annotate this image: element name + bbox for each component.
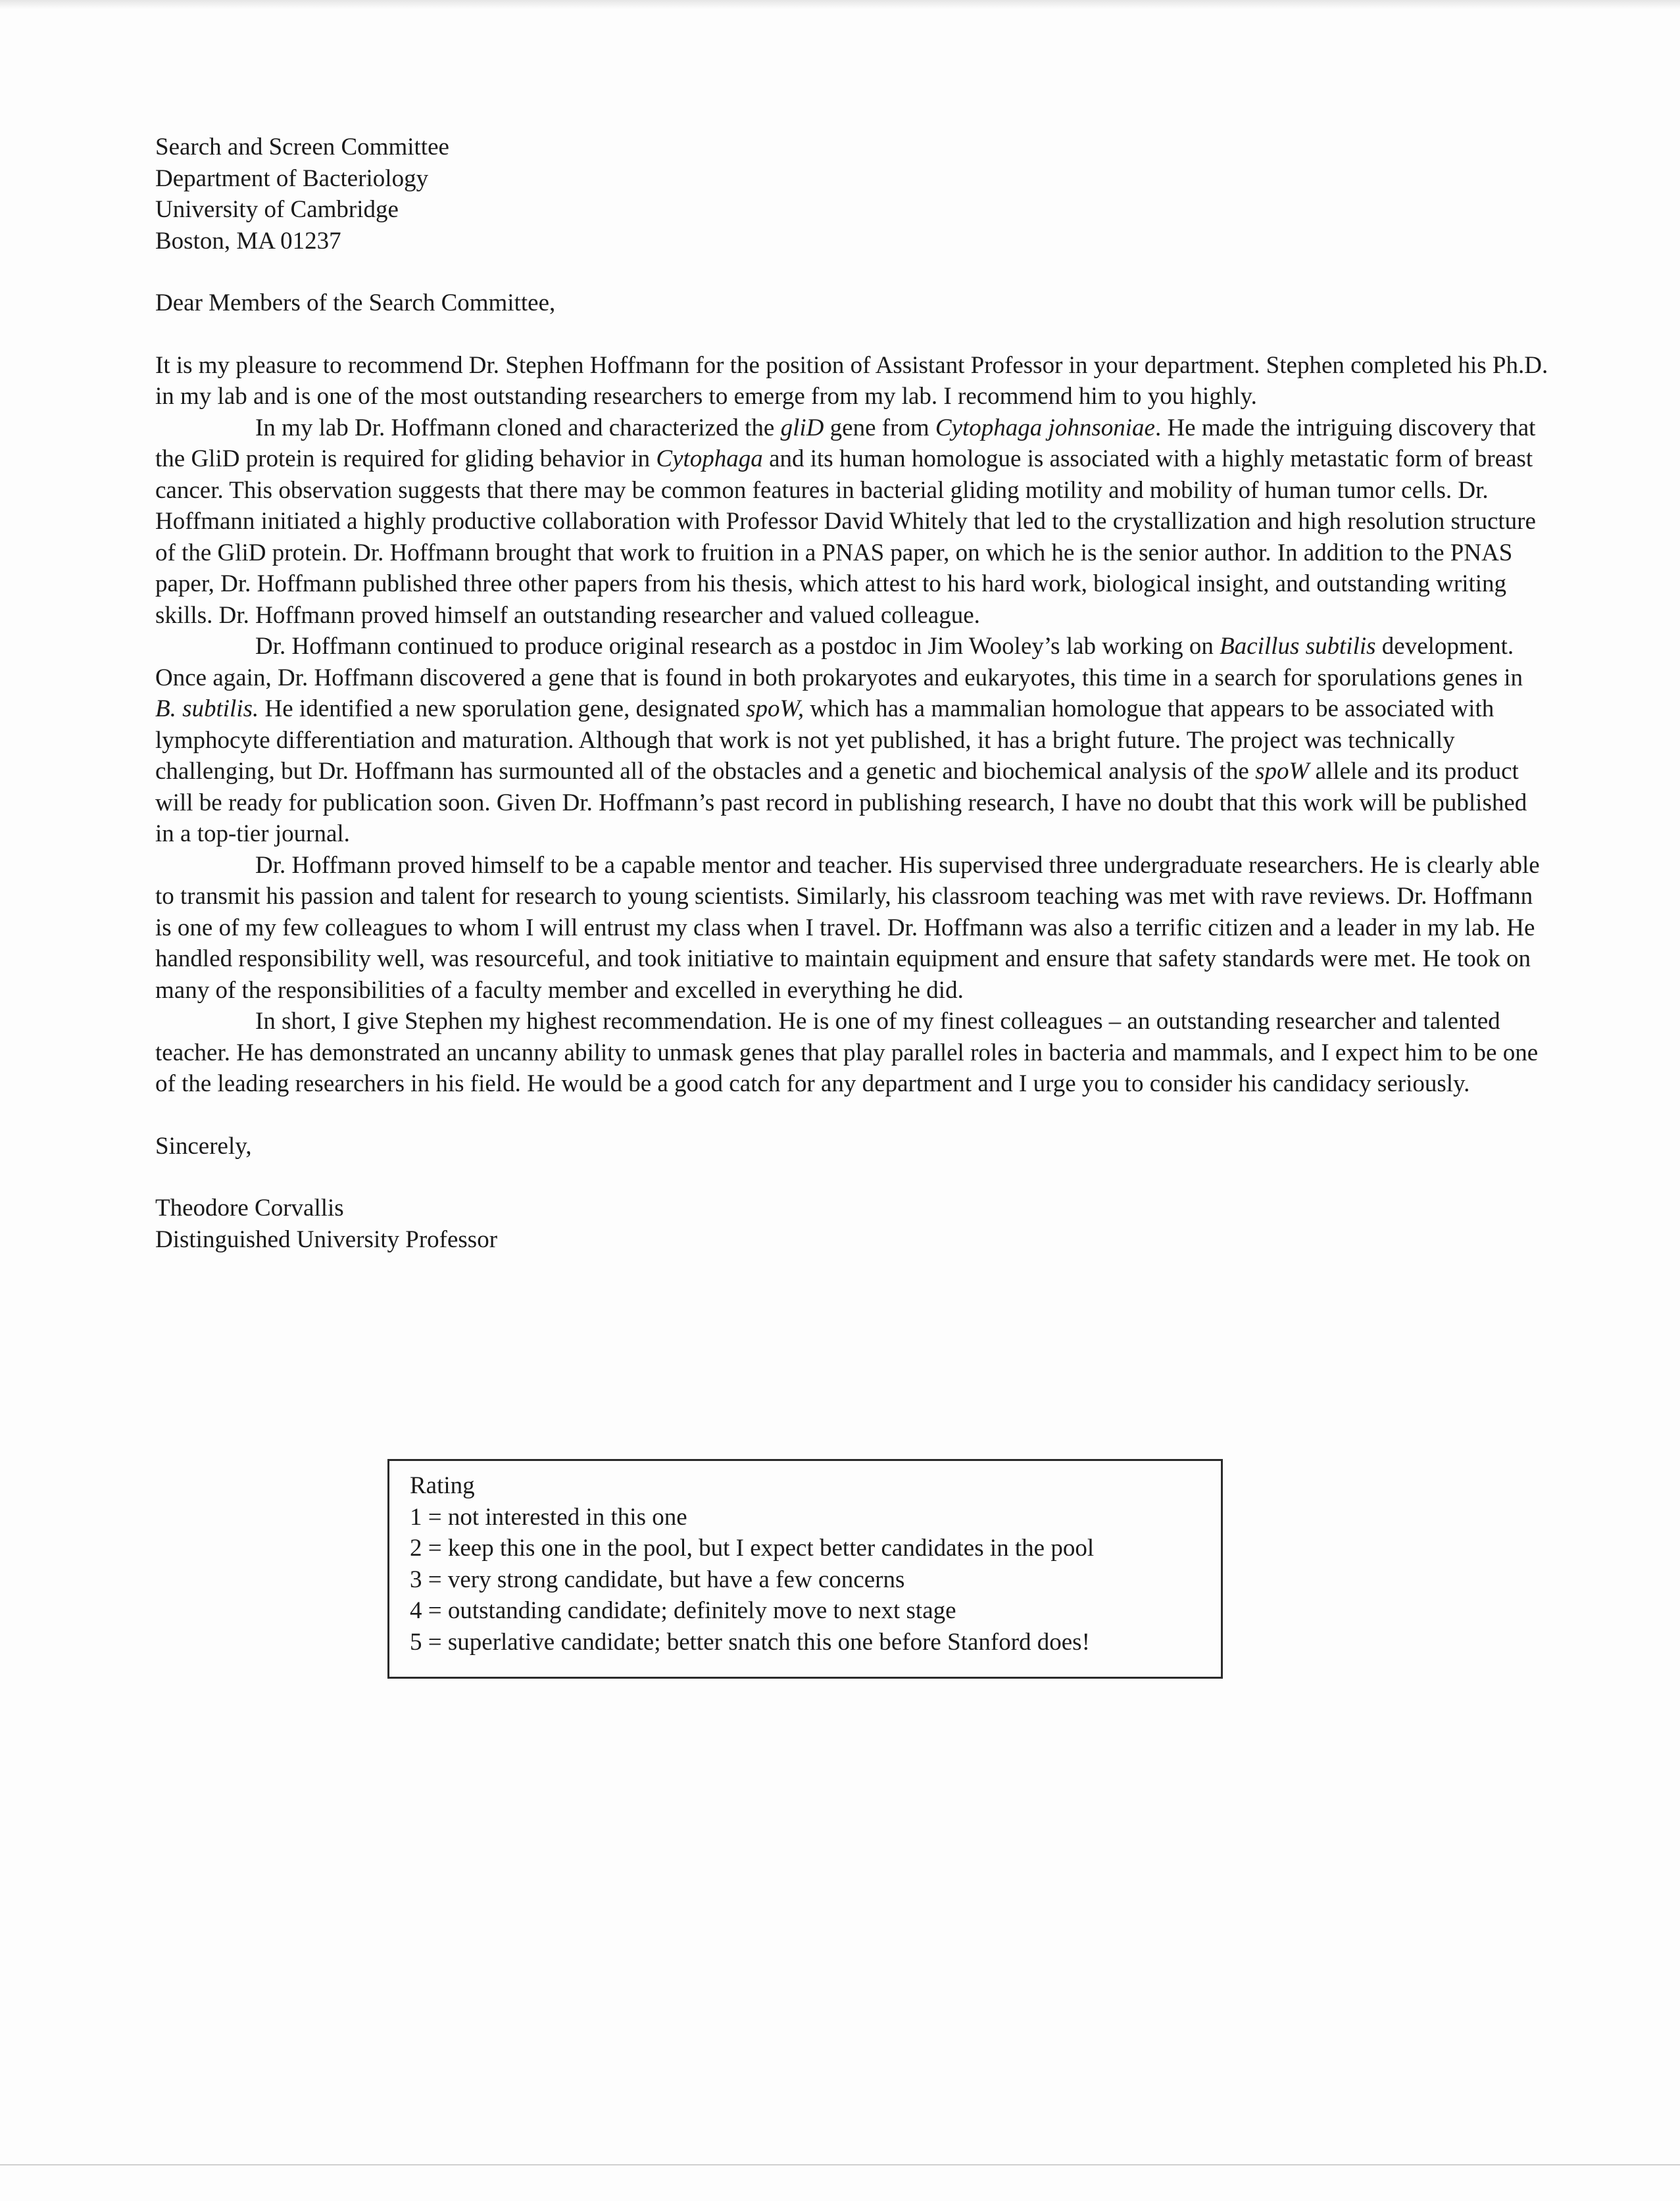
text-run: He identified a new sporulation gene, designated bbox=[259, 695, 747, 722]
signer-title: Distinguished University Professor bbox=[155, 1225, 498, 1253]
paragraph-summary: In short, I give Stephen my highest recommendation. He is one of my finest colleagues – an outstanding researcher and talented teacher. He has demonstrated an uncanny ability to unmask genes that play parallel roles in bacteria and mammals, and I expect him to be one of the leading researchers in his field. He would be a good catch for any department and I urge you to consider his candidacy seriously. bbox=[155, 1008, 1539, 1097]
paragraph-intro: It is my pleasure to recommend Dr. Stephen Hoffmann for the position of Assistant Professor in your department. Stephen completed his Ph.D. in my lab and is one of the most outstanding researchers to emerge from my lab. I recommend him to you highly. bbox=[155, 351, 1548, 410]
rating-option-4: 4 = outstanding candidate; definitely move to next stage bbox=[410, 1597, 956, 1624]
rating-option-1: 1 = not interested in this one bbox=[410, 1503, 687, 1531]
gene-name: gliD bbox=[780, 414, 824, 441]
rating-scale-box bbox=[387, 1459, 1223, 1679]
text-run: allele and its product will be ready for publication soon. Given Dr. Hoffmann’s past record in publishing research, I have no doubt that this work will be published in a top-tier journal. bbox=[155, 758, 1527, 847]
recommendation-letter bbox=[155, 132, 1550, 1255]
organism-name: Bacillus subtilis bbox=[1220, 633, 1376, 660]
rating-option-5: 5 = superlative candidate; better snatch this one before Stanford does! bbox=[410, 1628, 1090, 1656]
text-run: gene from bbox=[824, 414, 935, 441]
text-run: . He made the intriguing discovery that the GliD protein is required for gliding behavior in bbox=[155, 414, 1536, 472]
gene-name: spoW bbox=[1255, 758, 1310, 785]
rating-option-2: 2 = keep this one in the pool, but I expect better candidates in the pool bbox=[410, 1535, 1095, 1562]
address-line-committee: Search and Screen Committee bbox=[155, 134, 449, 161]
scan-bottom-edge bbox=[0, 2164, 1680, 2165]
recipient-address bbox=[155, 132, 1550, 257]
text-run: development. Once again, Dr. Hoffmann discovered a gene that is found in both prokaryotes and eukaryotes, this time in a search for sporulations genes in bbox=[155, 633, 1523, 691]
text-run: Dr. Hoffmann continued to produce original research as a postdoc in Jim Wooley’s lab working on bbox=[255, 633, 1220, 660]
letter-body bbox=[155, 350, 1550, 1100]
paragraph-postdoc-work bbox=[155, 631, 1550, 850]
address-line-university: University of Cambridge bbox=[155, 196, 399, 223]
organism-name: Cytophaga bbox=[656, 445, 763, 472]
rating-heading: Rating bbox=[410, 1472, 475, 1499]
text-run: which has a mammalian homologue that appears to be associated with lymphocyte differentiation and maturation. Although that work is not yet published, it has a bright future. The project was technically challenging, but Dr. Hoffmann has surmounted all of the obstacles and a genetic and biochemical analysis of the bbox=[155, 695, 1495, 785]
text-run: In my lab Dr. Hoffmann cloned and characterized the bbox=[255, 414, 781, 441]
organism-name: Cytophaga johnsoniae bbox=[935, 414, 1155, 441]
rating-option-3: 3 = very strong candidate, but have a few concerns bbox=[410, 1566, 905, 1593]
signature-block bbox=[155, 1193, 1550, 1255]
signer-name: Theodore Corvallis bbox=[155, 1195, 344, 1222]
gene-name: spoW, bbox=[746, 695, 804, 722]
address-line-department: Department of Bacteriology bbox=[155, 164, 429, 192]
text-run: and its human homologue is associated with a highly metastatic form of breast cancer. This observation suggests that there may be common features in bacterial gliding motility and mobility of human tumor cells. Dr. Hoffmann initiated a highly productive collaboration with Professor David Whitely that led to the crystallization and high resolution structure of the GliD protein. Dr. Hoffmann brought that work to fruition in a PNAS paper, on which he is the senior author. In addition to the PNAS paper, Dr. Hoffmann published three other papers from his thesis, which attest to his hard work, biological insight, and outstanding writing skills. Dr. Hoffmann proved himself an outstanding researcher and valued colleague. bbox=[155, 445, 1536, 629]
address-line-city: Boston, MA 01237 bbox=[155, 227, 341, 255]
paragraph-mentoring: Dr. Hoffmann proved himself to be a capable mentor and teacher. His supervised three undergraduate researchers. He is clearly able to transmit his passion and talent for research to young scientists. Similarly, his classroom teaching was met with rave reviews. Dr. Hoffmann is one of my few colleagues to whom I will entrust my class when I travel. Dr. Hoffmann was also a terrific citizen and a leader in my lab. He handled responsibility well, was resourceful, and took initiative to maintain equipment and ensure that safety standards were met. He took on many of the responsibilities of a faculty member and excelled in everything he did. bbox=[155, 851, 1540, 1004]
salutation: Dear Members of the Search Committee, bbox=[155, 289, 556, 316]
scan-top-edge bbox=[0, 0, 1680, 9]
organism-name: B. subtilis. bbox=[155, 695, 259, 722]
paragraph-phd-work bbox=[155, 412, 1550, 631]
closing: Sincerely, bbox=[155, 1132, 252, 1160]
